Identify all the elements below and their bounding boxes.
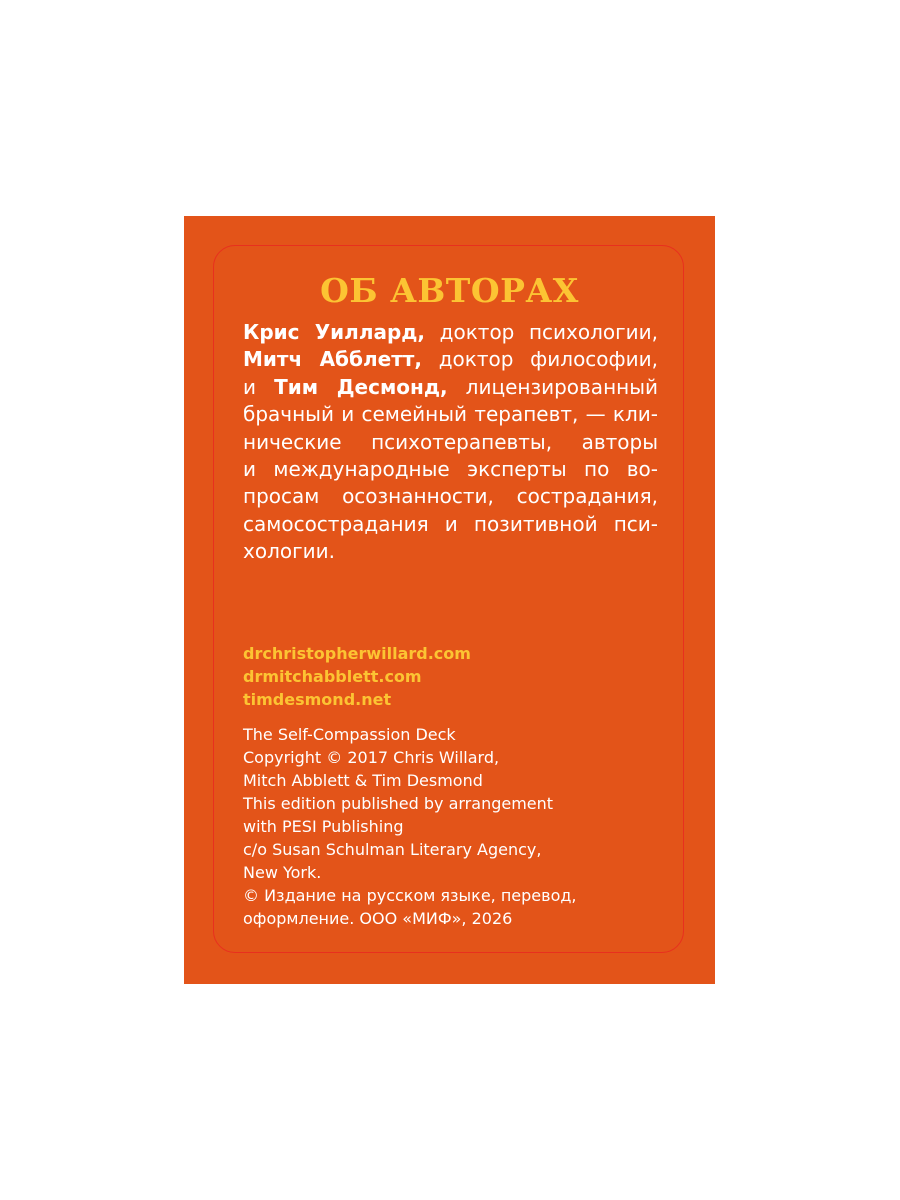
bio-line: хологии. — [243, 539, 335, 564]
authors-bio — [243, 319, 658, 566]
bio-line: и Тим Десмонд, лицензированный — [243, 374, 659, 399]
author-name: Крис Уиллард, — [243, 320, 426, 344]
copyright-line: Copyright © 2017 Chris Willard, — [243, 748, 500, 767]
bio-line: просам осознанности, сострадания, — [243, 484, 658, 509]
copyright-line: with PESI Publishing — [243, 817, 404, 836]
card — [184, 216, 715, 984]
author-name: Тим Десмонд, — [274, 374, 448, 399]
copyright-line: New York. — [243, 863, 322, 882]
website-link[interactable]: drchristopherwillard.com — [243, 644, 471, 663]
copyright-line: c/o Susan Schulman Literary Agency, — [243, 840, 542, 859]
website-link[interactable]: drmitchabblett.com — [243, 667, 422, 686]
bio-line: и международные эксперты по во- — [243, 457, 658, 482]
copyright-line: © Издание на русском языке, перевод, — [243, 886, 577, 905]
copyright-line: Mitch Abblett & Tim Desmond — [243, 771, 483, 790]
copyright-line: This edition published by arrangement — [243, 794, 554, 813]
author-name: Митч Абблетт, — [243, 347, 422, 372]
bio-line: нические психотерапевты, авторы — [243, 429, 658, 454]
bio-line: Крис Уиллард, доктор психологии, — [243, 320, 659, 344]
bio-line: самосострадания и позитивной пси- — [243, 511, 658, 536]
website-link[interactable]: timdesmond.net — [243, 690, 392, 709]
copyright-notice — [243, 723, 577, 930]
bio-line: брачный и семейный терапевт, — кли- — [243, 402, 658, 427]
page-title: ОБ АВТОРАХ — [320, 271, 579, 310]
copyright-line: The Self-Compassion Deck — [243, 725, 456, 744]
copyright-line: оформление. ООО «МИФ», 2026 — [243, 909, 513, 928]
author-websites — [243, 642, 471, 711]
bio-line: Митч Абблетт, доктор философии, — [243, 347, 658, 372]
